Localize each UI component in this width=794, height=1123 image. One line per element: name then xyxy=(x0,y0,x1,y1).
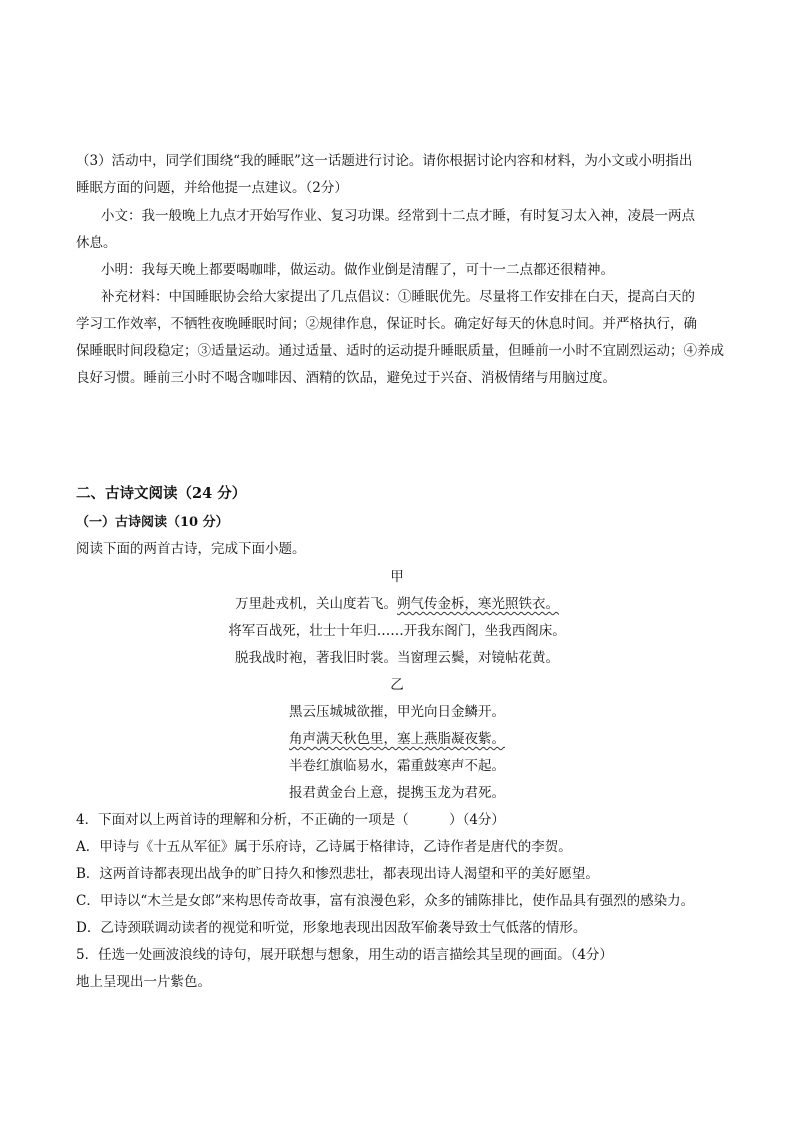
material-line2: 学习工作效率，不牺牲夜晚睡眠时间；②规律作息，保证时长。确定好每天的休息时间。并严格执行，确 xyxy=(76,316,697,332)
q4-option-b: B．这两首诗都表现出战争的旷日持久和惨烈悲壮，都表现出诗人渴望和平的美好愿望。 xyxy=(76,866,599,882)
material-line1: 补充材料：中国睡眠协会给大家提出了几点倡议：①睡眠优先。尽量将工作安排在白天，提高白天的 xyxy=(101,289,695,305)
poem-b-line3: 半卷红旗临易水，霜重鼓寒声不起。 xyxy=(289,758,505,774)
xiaoming-line: 小明：我每天晚上都要喝咖啡，做运动。做作业倒是清醒了，可十一二点都还很精神。 xyxy=(101,262,614,278)
q5-stem: 5．任选一处画波浪线的诗句，展开联想与想象，用生动的语言描绘其呈现的画面。（4分） xyxy=(76,947,613,963)
poem-a-line1-plain: 万里赴戎机，关山度若飞。 xyxy=(235,596,397,612)
section-heading: 二、古诗文阅读（24 分） xyxy=(76,485,247,502)
q4-option-a: A．甲诗与《十五从军征》属于乐府诗，乙诗属于格律诗，乙诗作者是唐代的李贺。 xyxy=(76,839,572,855)
q3-prompt-line1: （3）活动中，同学们围绕“我的睡眠”这一话题进行讨论。请你根据讨论内容和材料，为小文或小明指出 xyxy=(76,153,693,169)
subsection-heading: （一）古诗阅读（10 分） xyxy=(76,515,229,530)
material-line3: 保睡眠时间段稳定；③适量运动。通过适量、适时的运动提升睡眠质量，但睡前一小时不宜剧烈运动；④养成 xyxy=(76,343,724,359)
poem-b-line2-wavy: 角声满天秋色里，塞上燕脂凝夜紫。 xyxy=(289,731,505,747)
reading-instruction: 阅读下面的两首古诗，完成下面小题。 xyxy=(76,541,306,557)
xiaowen-line2: 休息。 xyxy=(76,235,117,251)
poem-a-line2: 将军百战死，壮士十年归……开我东阁门，坐我西阁床。 xyxy=(228,623,566,639)
q4-option-c: C．甲诗以“木兰是女郎”来构思传奇故事，富有浪漫色彩，众多的铺陈排比，使作品具有强烈的感染力。 xyxy=(76,893,695,909)
poem-a-label: 甲 xyxy=(390,569,404,585)
poem-a-line1-wavy: 朔气传金柝，寒光照铁衣。 xyxy=(397,596,559,612)
q3-prompt-line2: 睡眠方面的问题，并给他提一点建议。（2分） xyxy=(76,180,348,196)
poem-a-line3: 脱我战时袍，著我旧时裳。当窗理云鬓，对镜帖花黄。 xyxy=(235,650,559,666)
poem-b-line1: 黑云压城城欲摧，甲光向日金鳞开。 xyxy=(289,704,505,720)
poem-a-line1 xyxy=(0,595,794,613)
q5-answer: 地上呈现出一片紫色。 xyxy=(76,974,211,990)
poem-b-line4: 报君黄金台上意，提携玉龙为君死。 xyxy=(289,785,505,801)
material-line4: 良好习惯。睡前三小时不喝含咖啡因、酒精的饮品，避免过于兴奋、消极情绪与用脑过度。 xyxy=(76,370,616,386)
poem-b-line2 xyxy=(0,730,794,748)
q4-stem: 4．下面对以上两首诗的理解和分析，不正确的一项是（ ）（4分） xyxy=(76,812,505,828)
xiaowen-line1: 小文：我一般晚上九点才开始写作业、复习功课。经常到十二点才睡，有时复习太入神，凌晨一两点 xyxy=(101,208,695,224)
q4-option-d: D．乙诗颈联调动读者的视觉和听觉，形象地表现出因敌军偷袭导致士气低落的情形。 xyxy=(76,920,587,936)
poem-b-label: 乙 xyxy=(390,677,404,693)
